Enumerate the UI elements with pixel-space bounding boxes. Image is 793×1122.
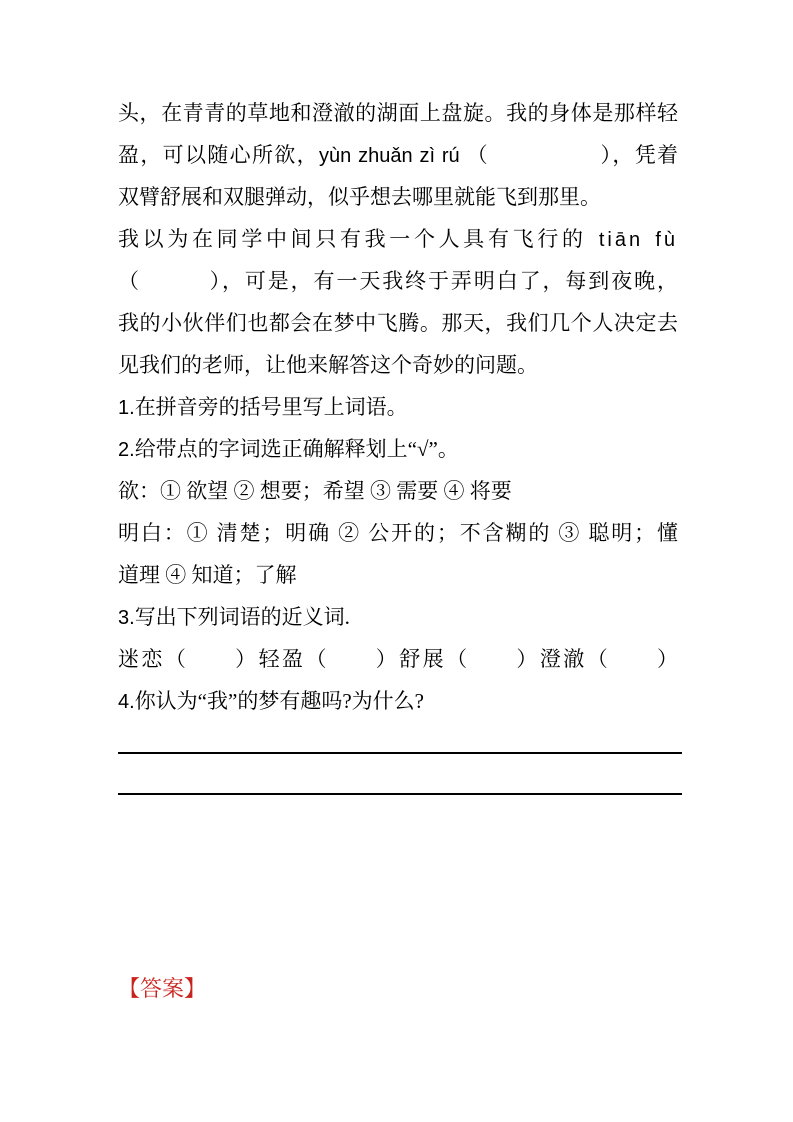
question-3-word-blanks: 迷恋（ ）轻盈（ ）舒展（ ）澄澈（ ） [118,647,678,671]
question-4-text: 你认为“我”的梦有趣吗?为什么? [134,689,424,713]
passage2-line-2: （ ），可是，有一天我终于弄明白了，每到夜晚， [118,269,678,293]
worksheet-content [118,92,678,1010]
passage2-line-4: 见我们的老师，让他来解答这个奇妙的问题。 [118,353,538,377]
pinyin-tian-fu: tiān fù [586,229,678,251]
question-2-text: 给带点的字词选正确解释划上“√”。 [134,437,459,461]
answer-section-label: 【答案】 [118,976,207,1001]
question-3-number: 3. [118,607,135,629]
question-4-number: 4. [118,691,135,713]
question-1 [118,386,678,428]
passage1-line-3: 双臂舒展和双腿弹动，似乎想去哪里就能飞到那里。 [118,185,601,209]
passage2-line-3: 我的小伙伴们也都会在梦中飞腾。那天，我们几个人决定去 [118,311,678,335]
passage-text: 盈，可以随心所欲， [118,143,319,167]
question-1-number: 1. [118,397,135,419]
question-3 [118,596,678,638]
question-1-text: 在拼音旁的括号里写上词语。 [134,395,408,419]
question-2 [118,428,678,470]
question-2-options-mingbai-line-2: 道理 ④ 知道；了解 [118,563,297,587]
question-4 [118,680,678,722]
pinyin-yun-zhuan-zi-ru: yùn zhuǎn zì rú [318,145,467,167]
passage-text: 我以为在同学中间只有我一个人具有飞行的 [118,227,587,251]
question-2-number: 2. [118,439,135,461]
answer-writing-line-2 [118,793,682,795]
question-2-options-mingbai-line-1: 明白：① 清楚；明确 ② 公开的；不含糊的 ③ 聪明；懂 [118,521,678,545]
passage1-line-2 [118,134,678,176]
fill-in-blank-parens: （ ），凭着 [466,143,679,167]
passage2-line-1 [118,218,678,260]
answer-writing-line-1 [118,752,682,754]
passage1-line-1: 头，在青青的草地和澄澈的湖面上盘旋。我的身体是那样轻 [118,101,678,125]
question-2-options-yu: 欲：① 欲望 ② 想要；希望 ③ 需要 ④ 将要 [118,479,512,503]
question-3-text: 写出下列词语的近义词. [134,605,350,629]
